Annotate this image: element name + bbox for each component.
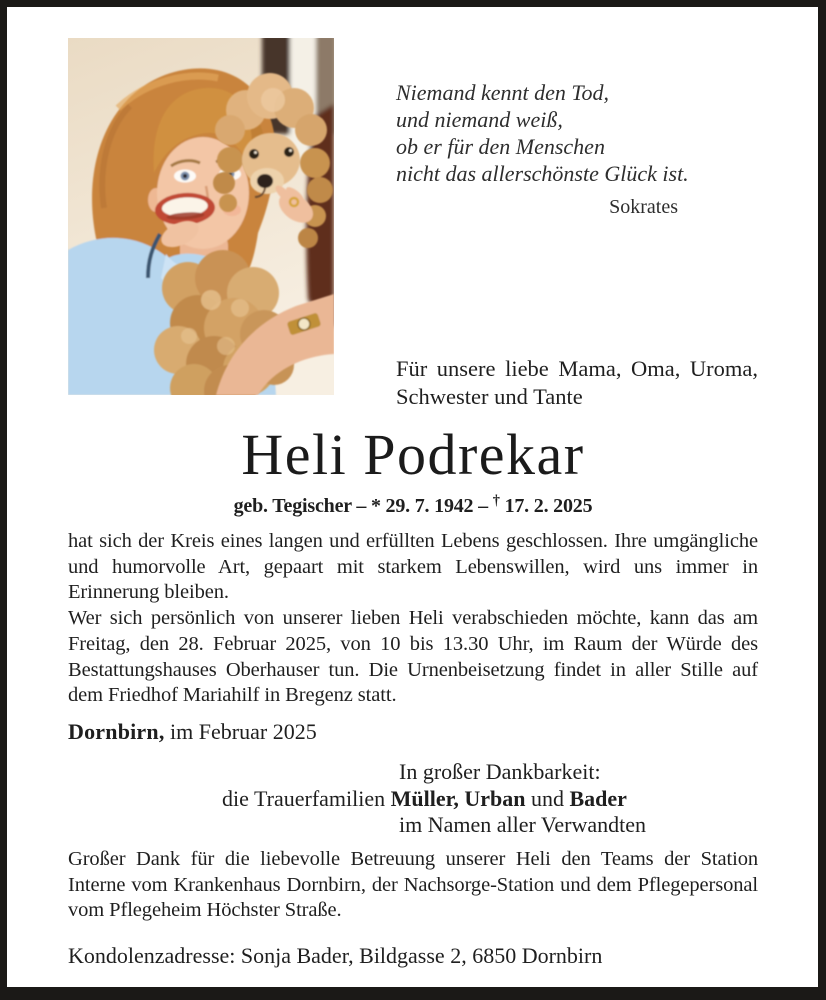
- maiden-name-and-birth: geb. Tegischer – * 29. 7. 1942 –: [233, 495, 493, 517]
- families-connector: und: [525, 785, 570, 811]
- quote-line: und niemand weiß,: [396, 107, 563, 132]
- quote-block: [396, 79, 758, 221]
- gratitude-closing: im Namen aller Verwandten: [399, 812, 647, 837]
- obituary-paragraph: hat sich der Kreis eines langen und erfüllten Lebens geschlossen. Ihre umgängliche und humorvolle Art, gepaart mit starkem Lebenswillen, wird uns immer in Erinnerung bleiben.: [68, 530, 758, 604]
- family-names: Müller, Urban: [390, 785, 526, 811]
- thanks-paragraph: Großer Dank für die liebevolle Betreuung unserer Heli den Teams der Station Interne vom Krankenhaus Dornbirn, der Nachsorge-Station und dem Pflegepersonal vom Pflegeheim Höchster Straße.: [68, 848, 758, 922]
- mourning-families-line: [222, 785, 758, 813]
- place-name: Dornbirn,: [68, 719, 165, 744]
- quote-line: ob er für den Menschen: [396, 134, 605, 159]
- death-date: 17. 2. 2025: [499, 495, 593, 517]
- quote-attribution: Sokrates: [609, 196, 678, 218]
- dedication-text: Für unsere liebe Mama, Oma, Uroma, Schwester und Tante: [396, 356, 758, 409]
- gratitude-heading: In großer Dankbarkeit:: [399, 759, 601, 784]
- quote-line: nicht das allerschönste Glück ist.: [396, 161, 689, 186]
- obituary-paragraph: Wer sich persönlich von unserer lieben Heli verabschieden möchte, kann das am Freitag, den 28. Februar 2025, von 10 bis 13.30 Uhr, im Raum der Würde des Bestattungshauses Oberhauser tun. Die Urnenbeisetzung findet in aller Stille auf dem Friedhof Mariahilf in Bregenz statt.: [68, 607, 758, 707]
- deceased-name: Heli Podrekar: [241, 422, 585, 487]
- quote-line: Niemand kennt den Tod,: [396, 80, 610, 105]
- families-prefix: die Trauerfamilien: [222, 785, 391, 811]
- family-name: Bader: [569, 785, 627, 811]
- date-text: im Februar 2025: [164, 719, 317, 744]
- dagger-symbol: †: [492, 493, 500, 509]
- woman-with-poodle-illustration: [68, 38, 334, 395]
- gratitude-block: [68, 759, 758, 839]
- obituary-body: [68, 529, 758, 709]
- portrait-photo: [68, 38, 334, 395]
- condolence-address: Kondolenzadresse: Sonja Bader, Bildgasse 2, 6850 Dornbirn: [68, 943, 603, 968]
- birth-death-line: [68, 493, 758, 518]
- place-date-line: [68, 719, 317, 745]
- obituary-page: [7, 7, 818, 987]
